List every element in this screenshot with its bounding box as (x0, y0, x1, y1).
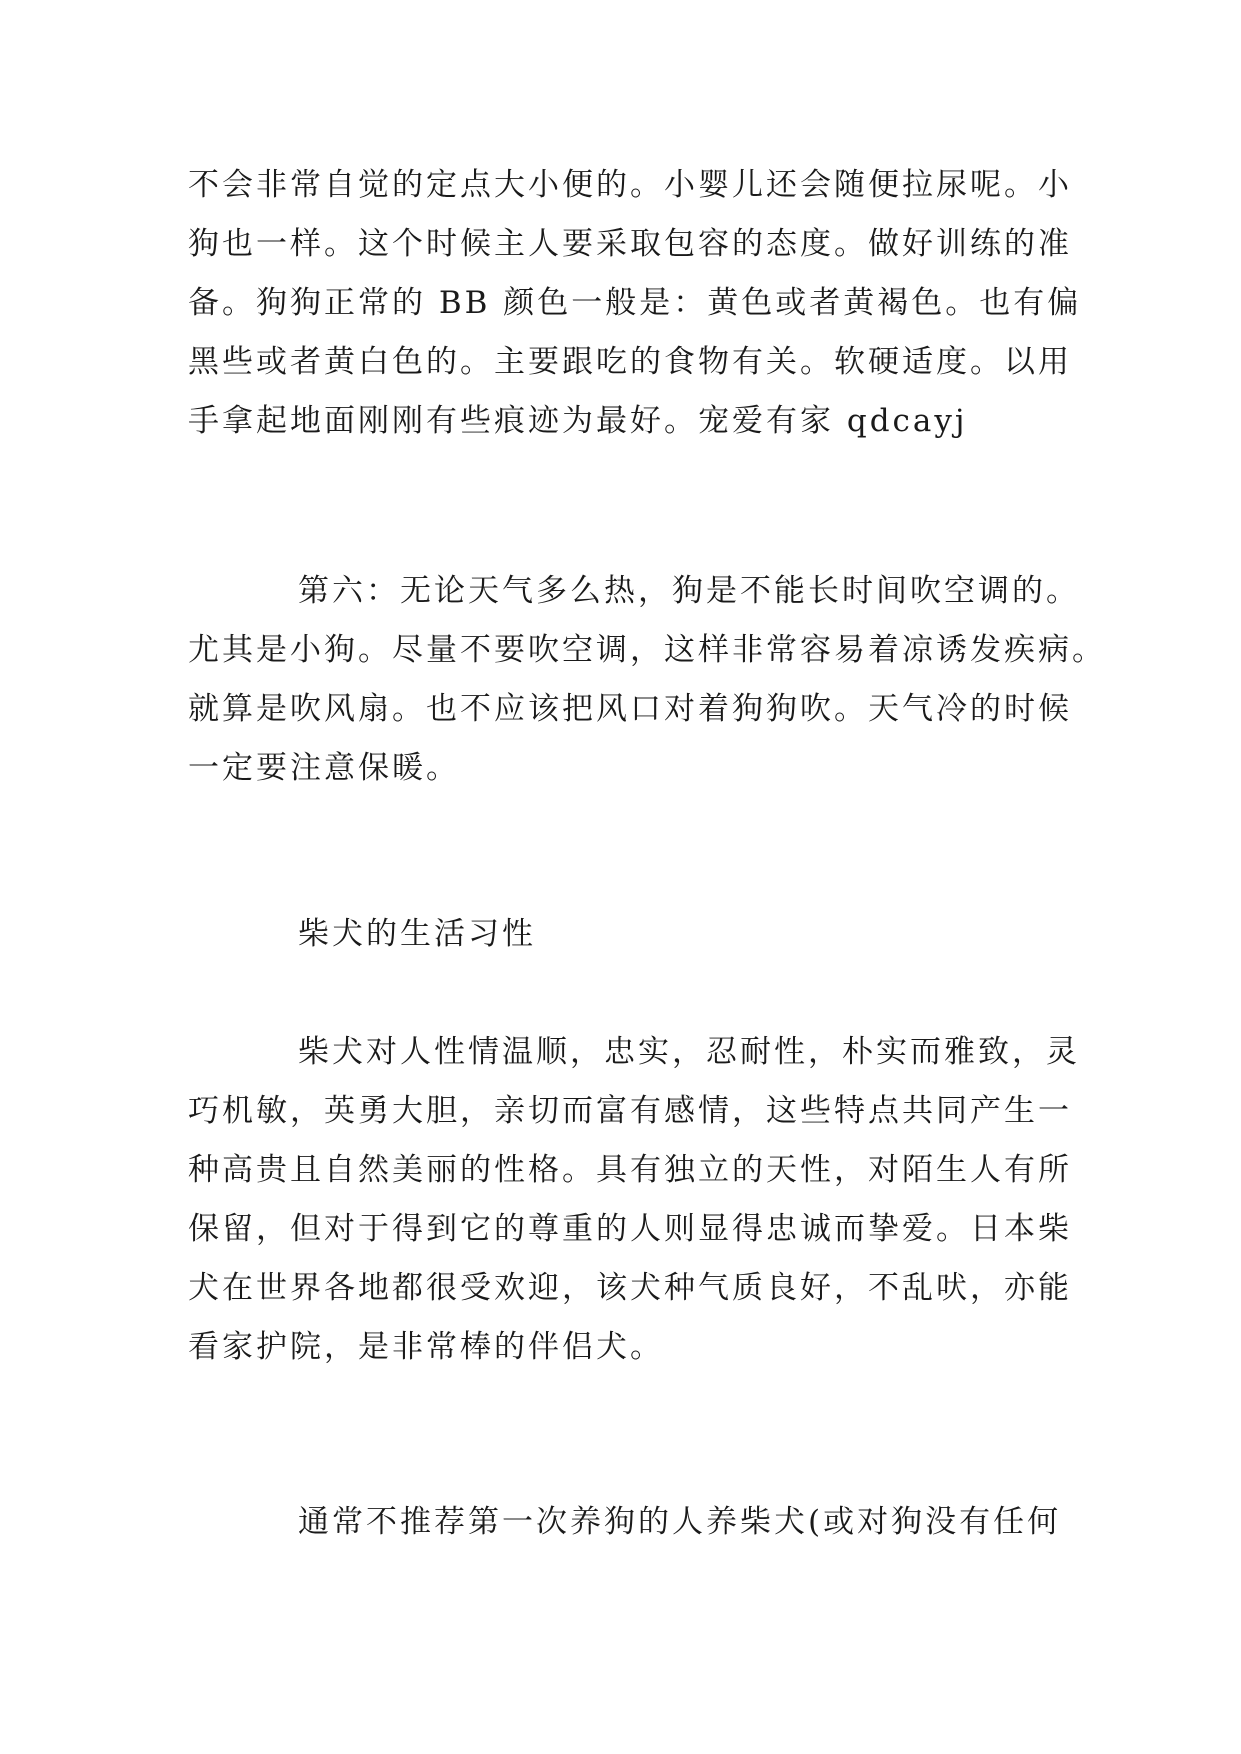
text-line: 就算是吹风扇。也不应该把风口对着狗狗吹。天气冷的时候 (188, 691, 1072, 727)
text-line: 不会非常自觉的定点大小便的。小婴儿还会随便拉尿呢。小 (188, 167, 1072, 203)
section-heading (188, 905, 1053, 964)
text-line: 保留，但对于得到它的尊重的人则显得忠诚而挚爱。日本柴 (188, 1211, 1072, 1247)
text-line: 通常不推荐第一次养狗的人养柴犬(或对狗没有任何 (298, 1504, 1062, 1540)
paragraph-potty-training (188, 156, 1082, 451)
heading-text: 柴犬的生活习性 (298, 916, 536, 952)
text-line: 巧机敏，英勇大胆，亲切而富有感情，这些特点共同产生一 (188, 1093, 1072, 1129)
text-line: 犬在世界各地都很受欢迎，该犬种气质良好，不乱吠，亦能 (188, 1270, 1072, 1306)
text-line: 狗也一样。这个时候主人要采取包容的态度。做好训练的准 (188, 226, 1072, 262)
paragraph-shiba-temperament (188, 1023, 1080, 1377)
paragraph-air-conditioning (188, 562, 1106, 798)
text-line: 尤其是小狗。尽量不要吹空调，这样非常容易着凉诱发疾病。 (188, 632, 1106, 668)
text-line: 黑些或者黄白色的。主要跟吃的食物有关。软硬适度。以用 (188, 344, 1072, 380)
text-line: 柴犬对人性情温顺，忠实，忍耐性，朴实而雅致，灵 (298, 1034, 1080, 1070)
text-line: 备。狗狗正常的 BB 颜色一般是：黄色或者黄褐色。也有偏 (188, 285, 1082, 321)
text-line: 第六：无论天气多么热，狗是不能长时间吹空调的。 (298, 573, 1080, 609)
text-line: 手拿起地面刚刚有些痕迹为最好。宠爱有家 qdcayj (188, 403, 968, 439)
paragraph-first-time-owners (188, 1493, 1062, 1552)
text-line: 看家护院，是非常棒的伴侣犬。 (188, 1329, 664, 1365)
text-line: 种高贵且自然美丽的性格。具有独立的天性，对陌生人有所 (188, 1152, 1072, 1188)
text-line: 一定要注意保暖。 (188, 750, 460, 786)
